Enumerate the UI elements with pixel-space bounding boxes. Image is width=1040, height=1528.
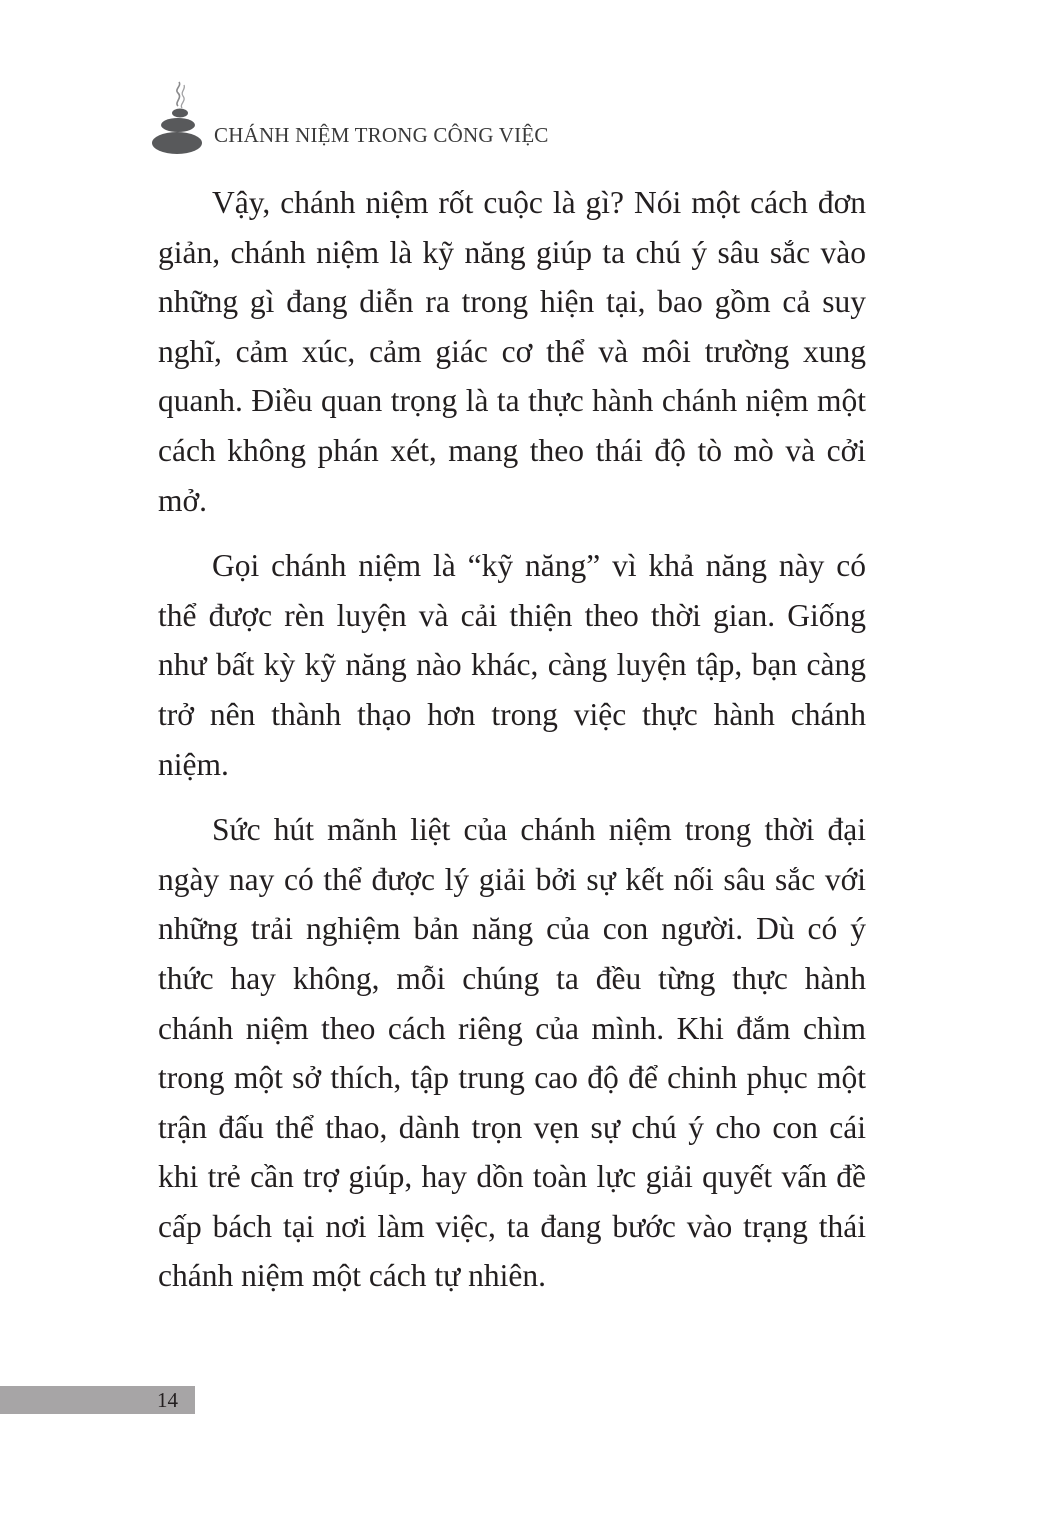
running-head-title: CHÁNH NIỆM TRONG CÔNG VIỆC <box>214 123 549 147</box>
body-text <box>158 178 866 1301</box>
stacked-stones-icon <box>150 80 210 160</box>
paragraph: Sức hút mãnh liệt của chánh niệm trong thời đại ngày nay có thể được lý giải bởi sự kết nối sâu sắc với những trải nghiệm bản năng của con người. Dù có ý thức hay không, mỗi chúng ta đều từng thực hành chánh niệm theo cách riêng của mình. Khi đắm chìm trong một sở thích, tập trung cao độ để chinh phục một trận đấu thể thao, dành trọn vẹn sự chú ý cho con cái khi trẻ cần trợ giúp, hay dồn toàn lực giải quyết vấn đề cấp bách tại nơi làm việc, ta đang bước vào trạng thái chánh niệm một cách tự nhiên. <box>158 812 866 1294</box>
page-header <box>150 80 750 170</box>
paragraph: Vậy, chánh niệm rốt cuộc là gì? Nói một cách đơn giản, chánh niệm là kỹ năng giúp ta chú ý sâu sắc vào những gì đang diễn ra trong hiện tại, bao gồm cả suy nghĩ, cảm xúc, cảm giác cơ thể và môi trường xung quanh. Điều quan trọng là ta thực hành chánh niệm một cách không phán xét, mang theo thái độ tò mò và cởi mở. <box>158 185 866 518</box>
page-number: 14 <box>157 1388 178 1412</box>
paragraph: Gọi chánh niệm là “kỹ năng” vì khả năng này có thể được rèn luyện và cải thiện theo thời gian. Giống như bất kỳ kỹ năng nào khác, càng luyện tập, bạn càng trở nên thành thạo hơn trong việc thực hành chánh niệm. <box>158 548 866 782</box>
